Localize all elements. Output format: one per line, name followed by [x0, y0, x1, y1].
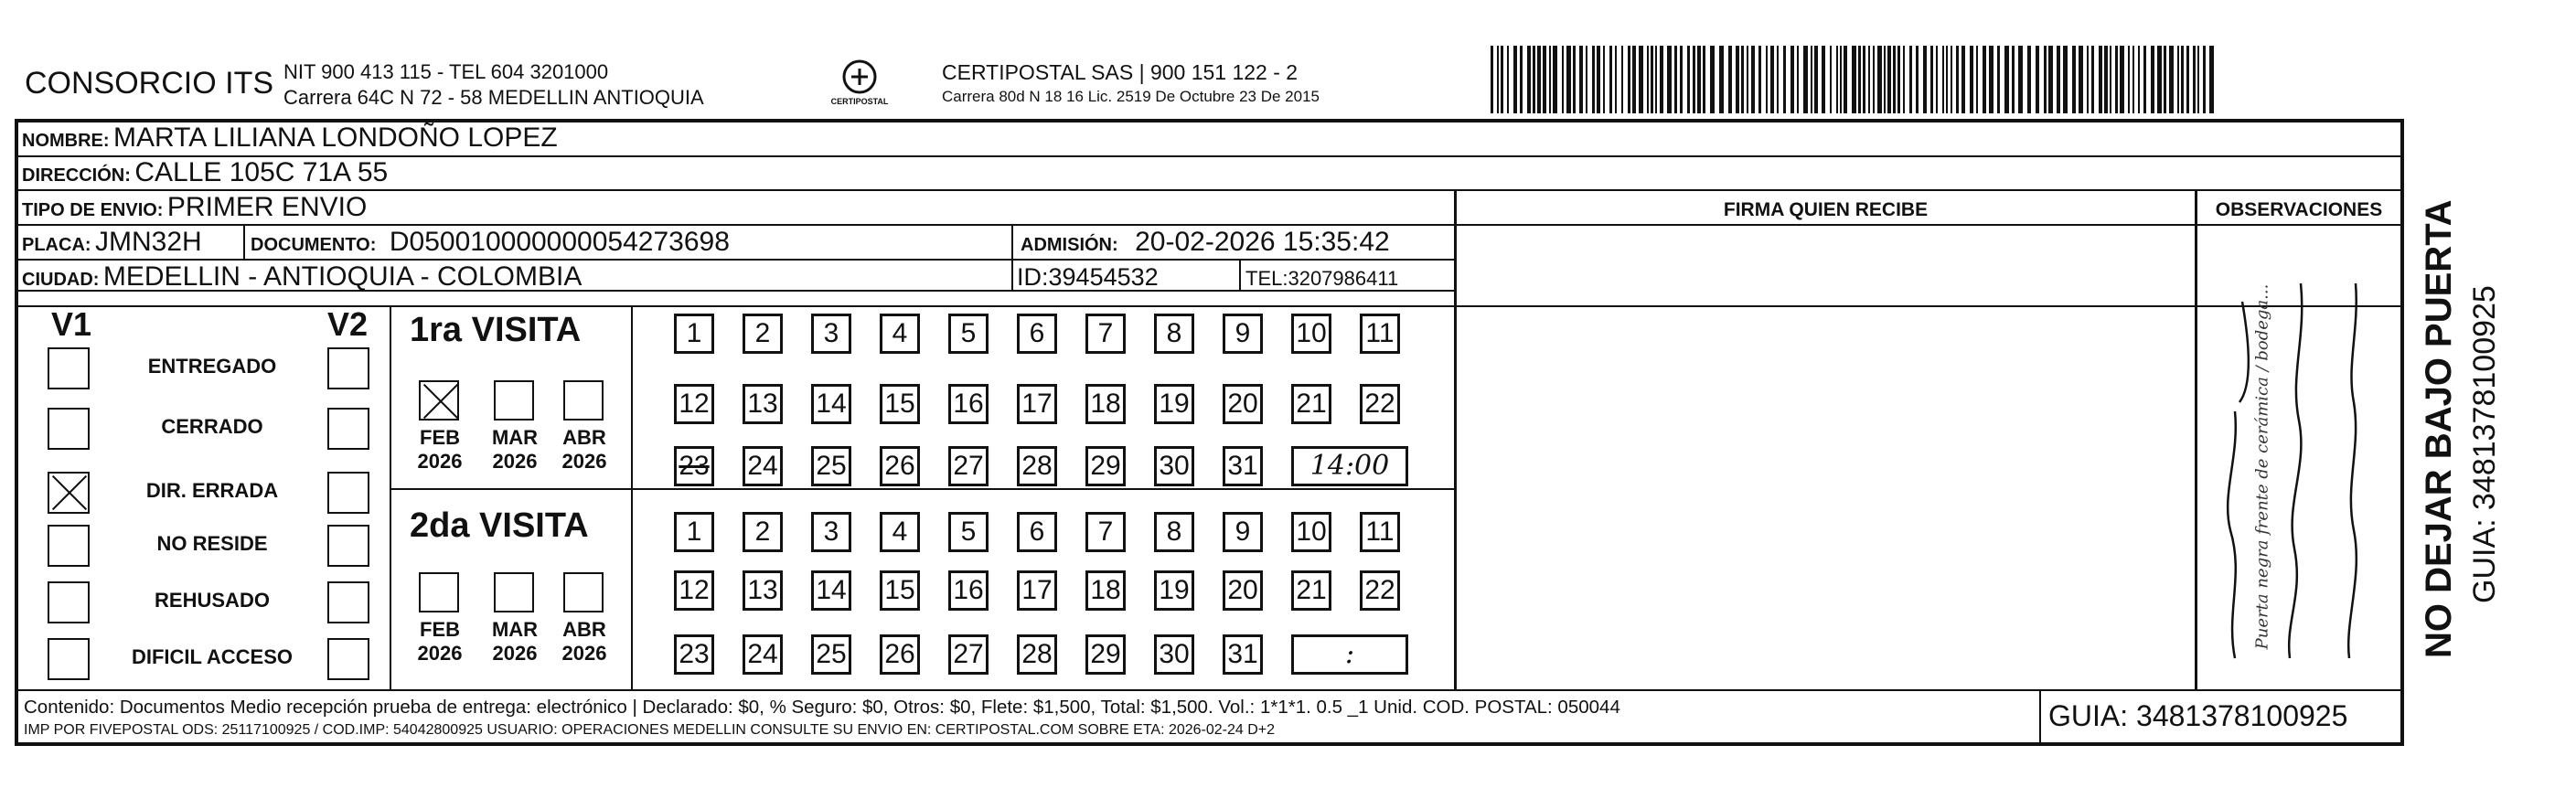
barcode-bar — [1956, 46, 1959, 113]
barcode-bar — [1697, 46, 1701, 113]
barcode-bar — [1639, 46, 1643, 113]
barcode-bar — [1693, 46, 1695, 113]
day-box[interactable]: 28 — [1017, 446, 1057, 486]
barcode-bar — [2044, 46, 2047, 113]
day-box[interactable]: 24 — [743, 446, 783, 486]
barcode-bar — [2203, 46, 2206, 113]
v2-checkbox[interactable] — [327, 581, 369, 623]
day-box[interactable]: 25 — [811, 634, 851, 675]
day-box[interactable]: 16 — [948, 570, 989, 611]
day-box[interactable]: 18 — [1085, 570, 1126, 611]
barcode-bar — [2063, 46, 2068, 113]
day-box[interactable]: 5 — [948, 314, 989, 354]
barcode-bar — [1586, 46, 1587, 113]
day-box[interactable]: 10 — [1291, 512, 1331, 552]
barcode-bar — [1852, 46, 1856, 113]
barcode-bar — [1951, 46, 1952, 113]
barcode-bar — [1836, 46, 1838, 113]
day-box[interactable]: 4 — [880, 314, 920, 354]
handwriting-icon — [2198, 229, 2400, 686]
day-box[interactable]: 25 — [811, 446, 851, 486]
time-box[interactable]: 14:00 — [1291, 446, 1408, 486]
barcode-bar — [2099, 46, 2102, 113]
year-label: 2026 — [492, 642, 538, 665]
barcode-bar — [2157, 46, 2162, 113]
signature-area[interactable] — [1458, 226, 2194, 688]
barcode-bar — [1655, 46, 1657, 113]
barcode-bar — [2177, 46, 2179, 113]
day-box[interactable]: 2 — [743, 512, 783, 552]
month-checkbox[interactable] — [563, 572, 604, 612]
barcode-bar — [1830, 46, 1832, 113]
barcode-bar — [2138, 46, 2140, 113]
barcode-bar — [2104, 46, 2108, 113]
day-box[interactable]: 5 — [948, 512, 989, 552]
v2-checkbox[interactable] — [327, 525, 369, 567]
nombre-label: NOMBRE: — [22, 131, 110, 151]
v1-checkbox[interactable] — [48, 472, 90, 514]
barcode-bar — [2193, 46, 2196, 113]
barcode-bar — [2048, 46, 2053, 113]
observations-text: Puerta negra frente de cerámica / bodega... — [2252, 283, 2272, 650]
day-box[interactable]: 16 — [948, 384, 989, 424]
day-box[interactable]: 3 — [811, 314, 851, 354]
barcode-bar — [1491, 46, 1493, 113]
barcode-bar — [2132, 46, 2134, 113]
barcode — [1491, 46, 2222, 115]
day-box[interactable]: 9 — [1223, 314, 1263, 354]
month-label: FEB — [420, 618, 460, 641]
status-label: DIR. ERRADA — [145, 479, 279, 502]
barcode-bar — [2120, 46, 2124, 113]
day-box[interactable]: 3 — [811, 512, 851, 552]
barcode-bar — [2181, 46, 2184, 113]
month-checkbox[interactable] — [563, 380, 604, 421]
id-field — [1017, 263, 1159, 292]
status-label: REHUSADO — [155, 589, 270, 612]
barcode-bar — [2027, 46, 2031, 113]
placa-field — [22, 227, 202, 258]
barcode-bar — [1533, 46, 1535, 113]
status-label: CERRADO — [161, 415, 263, 438]
day-box[interactable]: 7 — [1085, 512, 1126, 552]
barcode-bar — [1751, 46, 1755, 113]
barcode-bar — [1687, 46, 1690, 113]
visit2-title: 2da VISITA — [410, 506, 589, 545]
day-box[interactable]: 8 — [1154, 314, 1194, 354]
day-box[interactable]: 10 — [1291, 314, 1331, 354]
v1-checkbox[interactable] — [48, 408, 90, 450]
nombre-value: MARTA LILIANA LONDOÑO LOPEZ — [113, 122, 558, 153]
month-label: ABR — [562, 426, 606, 449]
day-box[interactable]: 17 — [1017, 570, 1057, 611]
barcode-bar — [1909, 46, 1912, 113]
barcode-bar — [1893, 46, 1896, 113]
barcode-bar — [1615, 46, 1617, 113]
documento-label: DOCUMENTO: — [251, 235, 377, 255]
barcode-bar — [1603, 46, 1605, 113]
barcode-bar — [1651, 46, 1653, 113]
documento-field — [251, 227, 730, 258]
barcode-bar — [1719, 46, 1724, 113]
day-box[interactable]: 21 — [1291, 570, 1331, 611]
day-box[interactable]: 19 — [1154, 570, 1194, 611]
day-box[interactable]: 23 — [674, 446, 714, 486]
barcode-bar — [1660, 46, 1663, 113]
documento-value: D050010000000054273698 — [389, 227, 730, 257]
company-name: CONSORCIO ITS — [25, 66, 274, 101]
month-checkbox[interactable] — [494, 380, 534, 421]
day-box[interactable]: 21 — [1291, 384, 1331, 424]
day-box[interactable]: 13 — [743, 570, 783, 611]
logo-text: CERTIPOSTAL — [830, 97, 889, 106]
ciudad-label: CIUDAD: — [22, 270, 100, 290]
barcode-bar — [1822, 46, 1825, 113]
day-box[interactable]: 19 — [1154, 384, 1194, 424]
barcode-bar — [1770, 46, 1774, 113]
barcode-bar — [1840, 46, 1842, 113]
v2-checkbox[interactable] — [327, 472, 369, 514]
observaciones-label: OBSERVACIONES — [2215, 199, 2383, 220]
firma-label: FIRMA QUIEN RECIBE — [1723, 199, 1929, 220]
day-box[interactable]: 30 — [1154, 634, 1194, 675]
barcode-bar — [1710, 46, 1715, 113]
month-checkbox[interactable] — [494, 572, 534, 612]
barcode-bar — [1537, 46, 1541, 113]
barcode-bar — [1989, 46, 1993, 113]
month-checkbox[interactable] — [419, 380, 459, 421]
day-box[interactable]: 20 — [1223, 570, 1263, 611]
v2-label: V2 — [327, 305, 369, 343]
barcode-bar — [2164, 46, 2166, 113]
barcode-bar — [1736, 46, 1739, 113]
year-label: 2026 — [417, 642, 463, 665]
barcode-bar — [1566, 46, 1571, 113]
v1-checkbox[interactable] — [48, 581, 90, 623]
tel-value: 3207986411 — [1288, 267, 1399, 290]
barcode-bar — [2079, 46, 2083, 113]
month-label: FEB — [420, 426, 460, 449]
barcode-bar — [1609, 46, 1612, 113]
header — [0, 0, 2576, 119]
barcode-bar — [1777, 46, 1779, 113]
barcode-bar — [1647, 46, 1649, 113]
barcode-bar — [1741, 46, 1744, 113]
day-box[interactable]: 28 — [1017, 634, 1057, 675]
status-label: NO RESIDE — [156, 532, 268, 555]
day-box[interactable]: 1 — [674, 314, 714, 354]
barcode-bar — [1703, 46, 1705, 113]
barcode-bar — [1579, 46, 1583, 113]
barcode-bar — [1983, 46, 1986, 113]
barcode-bar — [1923, 46, 1927, 113]
day-box[interactable]: 17 — [1017, 384, 1057, 424]
barcode-bar — [1553, 46, 1557, 113]
v1-checkbox[interactable] — [48, 638, 90, 680]
year-label: 2026 — [417, 450, 463, 473]
barcode-bar — [1728, 46, 1732, 113]
day-box[interactable]: 14 — [811, 570, 851, 611]
barcode-bar — [1766, 46, 1768, 113]
placa-value: JMN32H — [95, 227, 202, 257]
barcode-bar — [1520, 46, 1523, 113]
v1-label: V1 — [51, 305, 92, 343]
admision-value: 20-02-2026 15:35:42 — [1135, 227, 1390, 257]
side-warning: NO DEJAR BAJO PUERTA — [2419, 199, 2459, 658]
year-label: 2026 — [492, 450, 538, 473]
barcode-bar — [1942, 46, 1944, 113]
barcode-bar — [1628, 46, 1630, 113]
barcode-bar — [1903, 46, 1905, 113]
v2-checkbox[interactable] — [327, 638, 369, 680]
barcode-bar — [2004, 46, 2009, 113]
footer-line2: IMP POR FIVEPOSTAL ODS: 25117100925 / COD.IMP: 54042800925 USUARIO: OPERACIONES MEDELLIN CONSULTE SU ENVIO EN: CERTIPOSTAL.COM SOBRE ETA: 2026-02-24 D+2 — [24, 722, 1276, 738]
day-box[interactable]: 8 — [1154, 512, 1194, 552]
v1-checkbox[interactable] — [48, 525, 90, 567]
day-box[interactable]: 24 — [743, 634, 783, 675]
barcode-bar — [2057, 46, 2060, 113]
company-line2: Carrera 64C N 72 - 58 MEDELLIN ANTIOQUIA — [283, 86, 704, 109]
barcode-bar — [1758, 46, 1761, 113]
barcode-bar — [1868, 46, 1870, 113]
day-box[interactable]: 9 — [1223, 512, 1263, 552]
barcode-bar — [1592, 46, 1595, 113]
barcode-bar — [1916, 46, 1919, 113]
day-box[interactable]: 15 — [880, 384, 920, 424]
tipo-envio-value: PRIMER ENVIO — [166, 192, 368, 222]
nombre-row — [22, 122, 558, 154]
barcode-bar — [1667, 46, 1672, 113]
day-box[interactable]: 14 — [811, 384, 851, 424]
ciudad-field — [22, 261, 582, 293]
month-checkbox[interactable] — [419, 572, 459, 612]
barcode-bar — [1814, 46, 1818, 113]
carrier-line1: CERTIPOSTAL SAS | 900 151 122 - 2 — [942, 60, 1299, 84]
id-label: ID: — [1017, 263, 1049, 291]
admision-field — [1021, 227, 1390, 258]
barcode-bar — [2151, 46, 2154, 113]
year-label: 2026 — [561, 450, 607, 473]
barcode-bar — [1501, 46, 1503, 113]
direccion-label: DIRECCIÓN: — [22, 165, 131, 186]
day-box[interactable]: 30 — [1154, 446, 1194, 486]
barcode-bar — [1877, 46, 1882, 113]
day-box[interactable]: 11 — [1360, 314, 1400, 354]
day-box[interactable]: 1 — [674, 512, 714, 552]
day-box[interactable]: 22 — [1360, 570, 1400, 611]
placa-label: PLACA: — [22, 235, 91, 255]
barcode-bar — [2143, 46, 2146, 113]
barcode-bar — [1497, 46, 1499, 113]
barcode-bar — [1803, 46, 1808, 113]
barcode-bar — [1863, 46, 1865, 113]
ciudad-value: MEDELLIN - ANTIOQUIA - COLOMBIA — [102, 261, 583, 292]
barcode-bar — [2018, 46, 2023, 113]
barcode-bar — [2209, 46, 2214, 113]
barcode-bar — [1858, 46, 1861, 113]
barcode-bar — [1946, 46, 1948, 113]
barcode-bar — [1507, 46, 1509, 113]
barcode-bar — [2128, 46, 2130, 113]
barcode-bar — [1513, 46, 1517, 113]
day-box[interactable]: 27 — [948, 634, 989, 675]
company-line1: NIT 900 413 115 - TEL 604 3201000 — [283, 60, 609, 83]
day-box[interactable]: 26 — [880, 446, 920, 486]
id-value: 39454532 — [1048, 263, 1159, 291]
tel-label: TEL: — [1245, 267, 1288, 290]
barcode-bar — [2169, 46, 2174, 113]
month-label: ABR — [562, 618, 606, 641]
day-box[interactable]: 23 — [674, 634, 714, 675]
admision-label: ADMISIÓN: — [1021, 235, 1118, 255]
day-box[interactable]: 31 — [1223, 634, 1263, 675]
tel-field — [1245, 267, 1398, 291]
tipo-envio-label: TIPO DE ENVIO: — [22, 200, 164, 220]
day-box[interactable]: 20 — [1223, 384, 1263, 424]
day-box[interactable]: 29 — [1085, 634, 1126, 675]
day-box[interactable]: 6 — [1017, 512, 1057, 552]
barcode-bar — [1811, 46, 1812, 113]
status-label: DIFICIL ACCESO — [131, 645, 293, 668]
direccion-value: CALLE 105C 71A 55 — [134, 157, 389, 187]
barcode-bar — [1562, 46, 1564, 113]
barcode-bar — [1897, 46, 1900, 113]
barcode-bar — [2197, 46, 2199, 113]
time-box[interactable]: : — [1291, 634, 1408, 675]
v1-checkbox[interactable] — [48, 347, 90, 389]
barcode-bar — [2110, 46, 2111, 113]
barcode-bar — [1632, 46, 1636, 113]
day-box[interactable]: 12 — [674, 570, 714, 611]
day-box[interactable]: 11 — [1360, 512, 1400, 552]
barcode-bar — [1961, 46, 1965, 113]
barcode-bar — [2091, 46, 2094, 113]
month-label: MAR — [491, 618, 539, 641]
observations-handwriting — [2198, 229, 2400, 686]
barcode-bar — [2186, 46, 2189, 113]
barcode-bar — [1549, 46, 1551, 113]
day-box[interactable]: 29 — [1085, 446, 1126, 486]
day-box[interactable]: 12 — [674, 384, 714, 424]
year-label: 2026 — [561, 642, 607, 665]
day-box[interactable]: 26 — [880, 634, 920, 675]
footer-line1: Contenido: Documentos Medio recepción prueba de entrega: electrónico | Declarado: $0, % Seguro: $0, Otros: $0, Flete: $1,500, Total: $1,500. Vol.: 1*1*1. 0.5 _1 Unid. COD. POSTAL: 050044 — [24, 697, 1620, 718]
barcode-bar — [1674, 46, 1677, 113]
barcode-bar — [1970, 46, 1973, 113]
v2-checkbox[interactable] — [327, 347, 369, 389]
barcode-bar — [1997, 46, 2000, 113]
side-guia: GUIA: 3481378100925 — [2467, 285, 2502, 603]
barcode-bar — [1621, 46, 1623, 113]
barcode-bar — [1930, 46, 1933, 113]
day-box[interactable]: 13 — [743, 384, 783, 424]
barcode-bar — [1844, 46, 1847, 113]
barcode-bar — [2012, 46, 2015, 113]
v2-checkbox[interactable] — [327, 408, 369, 450]
direccion-row — [22, 157, 388, 188]
barcode-bar — [1797, 46, 1799, 113]
visit1-title: 1ra VISITA — [410, 311, 582, 349]
day-box[interactable]: 15 — [880, 570, 920, 611]
barcode-bar — [1884, 46, 1886, 113]
day-box[interactable]: 18 — [1085, 384, 1126, 424]
barcode-bar — [1680, 46, 1683, 113]
carrier-line2: Carrera 80d N 18 16 Lic. 2519 De Octubre 23 De 2015 — [942, 88, 1320, 105]
day-box[interactable]: 4 — [880, 512, 920, 552]
barcode-bar — [1597, 46, 1600, 113]
certipostal-logo — [828, 57, 892, 112]
tipo-envio-row — [22, 192, 367, 223]
day-box[interactable]: 22 — [1360, 384, 1400, 424]
month-label: MAR — [491, 426, 539, 449]
barcode-bar — [2087, 46, 2089, 113]
barcode-bar — [2072, 46, 2076, 113]
barcode-bar — [1527, 46, 1531, 113]
footer-guia: GUIA: 3481378100925 — [2048, 699, 2348, 732]
barcode-bar — [1543, 46, 1546, 113]
barcode-bar — [1976, 46, 1978, 113]
barcode-bar — [1887, 46, 1891, 113]
day-box[interactable]: 6 — [1017, 314, 1057, 354]
barcode-bar — [1573, 46, 1576, 113]
day-box[interactable]: 27 — [948, 446, 989, 486]
status-label: ENTREGADO — [147, 355, 277, 378]
day-box[interactable]: 31 — [1223, 446, 1263, 486]
day-box[interactable]: 7 — [1085, 314, 1126, 354]
barcode-bar — [2115, 46, 2118, 113]
barcode-bar — [2036, 46, 2039, 113]
barcode-bar — [1790, 46, 1794, 113]
barcode-bar — [1747, 46, 1748, 113]
day-box[interactable]: 2 — [743, 314, 783, 354]
barcode-bar — [1936, 46, 1938, 113]
barcode-bar — [1873, 46, 1875, 113]
barcode-bar — [1783, 46, 1786, 113]
